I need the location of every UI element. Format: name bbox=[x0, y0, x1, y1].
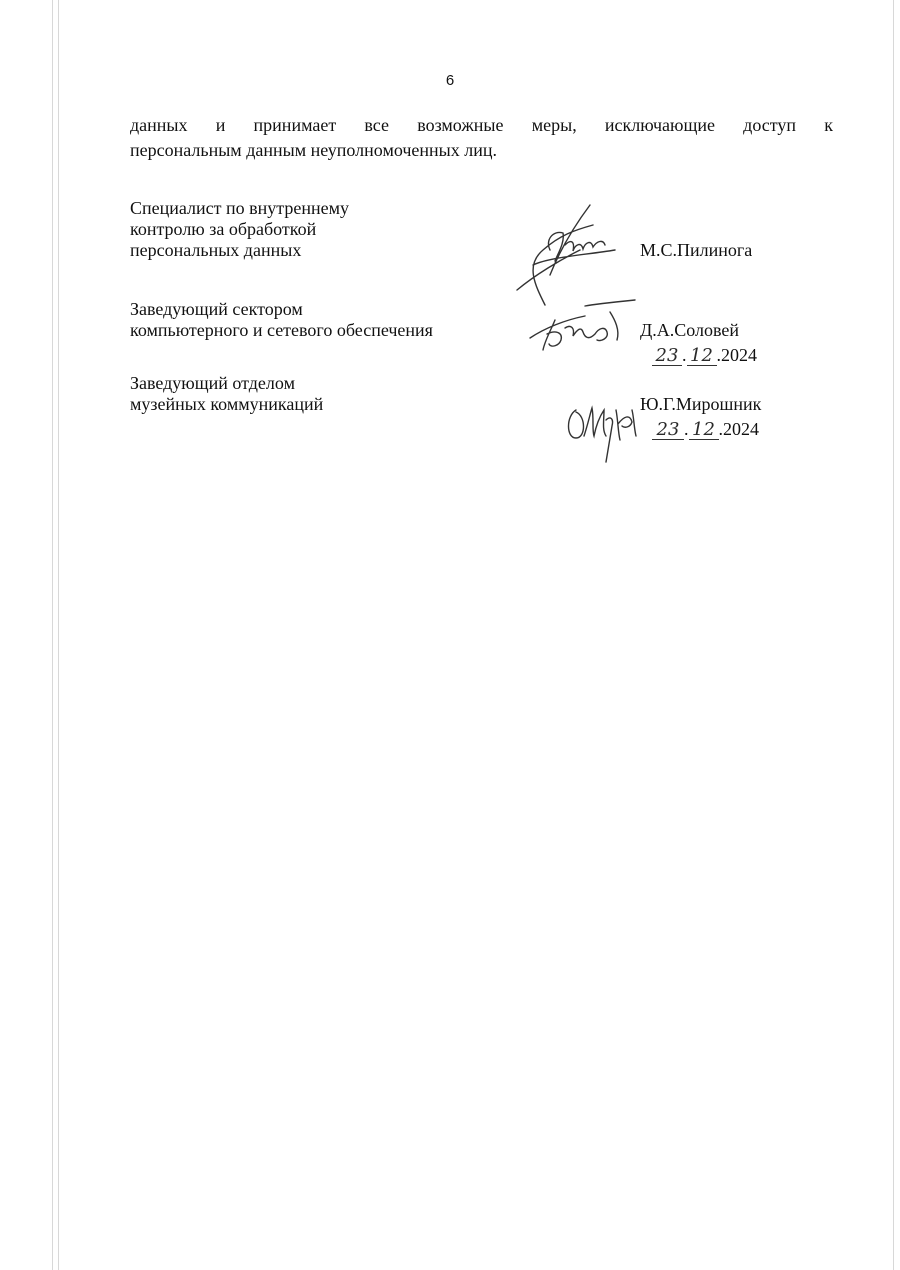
signatory-1-title bbox=[130, 198, 349, 261]
signatory-1-title-line-3: персональных данных bbox=[130, 240, 302, 260]
signatory-2-name: Д.А.Соловей bbox=[640, 320, 740, 340]
signatory-3-date-separator: . bbox=[684, 419, 689, 439]
signature-2 bbox=[525, 298, 645, 358]
body-paragraph bbox=[130, 113, 833, 163]
page-number: 6 bbox=[445, 72, 455, 89]
signatory-3-title bbox=[130, 373, 323, 415]
signatory-3-title-line-2: музейных коммуникаций bbox=[130, 394, 324, 414]
paragraph-line-2: персональным данным неуполномоченных лиц. bbox=[130, 140, 498, 160]
signature-1 bbox=[505, 195, 635, 310]
paragraph-line-1: данных и принимает все возможные меры, исключающие доступ к bbox=[130, 115, 833, 135]
signatory-1-title-line-2: контролю за обработкой bbox=[130, 219, 317, 239]
scan-right-edge-line bbox=[893, 0, 894, 1270]
signatory-3-date bbox=[652, 419, 759, 440]
signatory-2-date-day: 23 bbox=[652, 347, 682, 366]
signature-3 bbox=[562, 380, 652, 465]
signatory-2-title bbox=[130, 299, 433, 341]
scan-left-edge-line bbox=[52, 0, 53, 1270]
signatory-1-name: М.С.Пилинога bbox=[640, 240, 753, 260]
signatory-3-title-line-1: Заведующий отделом bbox=[130, 373, 295, 393]
scan-left-edge-line-2 bbox=[58, 0, 59, 1270]
signatory-2-title-line-1: Заведующий сектором bbox=[130, 299, 303, 319]
signatory-1-title-line-1: Специалист по внутреннему bbox=[130, 198, 349, 218]
signatory-2-date-separator: . bbox=[682, 345, 687, 365]
signatory-2-date bbox=[652, 345, 757, 366]
signatory-2-date-year: .2024 bbox=[716, 345, 757, 365]
signatory-3-date-year: .2024 bbox=[718, 419, 759, 439]
signatory-2-date-month: 12 bbox=[687, 347, 717, 366]
signatory-3-date-month: 12 bbox=[689, 421, 719, 440]
signatory-2-title-line-2: компьютерного и сетевого обеспечения bbox=[130, 320, 433, 340]
signatory-3-name: Ю.Г.Мирошник bbox=[640, 394, 762, 414]
signatory-3-date-day: 23 bbox=[652, 421, 684, 440]
